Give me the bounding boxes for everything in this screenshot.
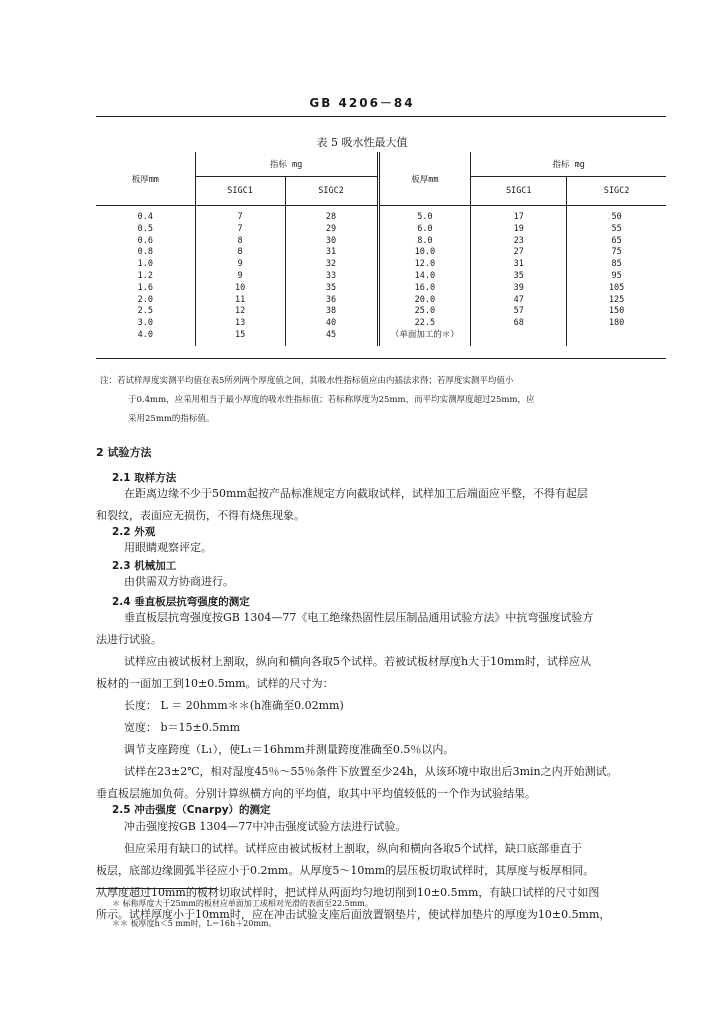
left-thickness-cell: 3.0 [137,318,153,329]
left-sigc1-cell: 7 [195,206,285,224]
section-2-title: 2 试验方法 [96,446,152,459]
right-sigc1-cell: 68 [471,318,567,330]
section-2-3-title: 2.3 机械加工 [112,560,177,572]
left-sigc2-cell: 33 [285,271,378,283]
section-2-5-para-3: 板层，底部边缘圆弧半径应小于0.2mm。从厚度5～10mm的层压板切取试样时，其厚度与板厚相同。 [96,864,595,877]
right-thickness-cell: 20.0 [378,295,471,307]
right-sigc2-cell: 75 [567,247,666,259]
section-2-4-para-4: 板材的一面加工到10±0.5mm。试样的尺寸为： [96,677,334,690]
left-col-sigc1: SIGC1 [195,177,285,206]
right-sigc2-cell: 95 [567,271,666,283]
section-2-5-para-2: 但应采用有缺口的试样。试样应由被试板材上割取，纵向和横向各取5个试样，缺口底部垂直于 [124,842,582,855]
left-sigc2-cell: 36 [285,295,378,307]
right-thickness-cell: 5.0 [378,206,471,224]
left-sigc2-cell: 35 [285,283,378,295]
right-thickness-cell: 12.0 [378,259,471,271]
section-2-5-para-1: 冲击强度按GB 1304—77中冲击强度试验方法进行试验。 [124,820,407,833]
right-sigc2-cell: 105 [567,283,666,295]
section-2-4-para-1: 垂直板层抗弯强度按GB 1304—77《电工绝缘热固性层压制品通用试验方法》中抗弯强度试验方 [124,611,594,624]
right-thickness-cell: 14.0 [378,271,471,283]
right-sigc2-cell: 125 [567,295,666,307]
left-sigc2-cell: 45 [285,330,378,346]
test-conditions-2: 垂直板层施加负荷。分别计算纵横方向的平均值，取其中平均值较低的一个作为试验结果。 [96,787,536,800]
right-thickness-cell: （单面加工的＊） [378,330,471,346]
right-sigc2-cell: 55 [567,224,666,236]
right-sigc1-cell: 23 [471,236,567,248]
section-2-4-title: 2.4 垂直板层抗弯强度的测定 [112,596,250,608]
table-row [96,247,666,259]
left-sigc1-cell: 13 [195,318,285,330]
right-thickness-header: 板厚mm [378,152,471,206]
right-col-sigc2: SIGC2 [567,177,666,206]
right-sigc1-cell: 57 [471,306,567,318]
section-2-2-para: 用眼睛观察评定。 [124,541,212,554]
right-thickness-cell: 10.0 [378,247,471,259]
left-thickness-cell: 0.5 [137,223,153,234]
standard-header: GB 4206－84 [309,96,415,110]
footnote-2: ＊＊ 板厚度h＜5 mm时，L＝16h＋20mm。 [112,919,277,928]
right-thickness-cell: 6.0 [378,224,471,236]
left-index-header: 指标 mg [195,152,378,177]
left-sigc1-cell: 15 [195,330,285,346]
section-2-2-title: 2.2 外观 [112,526,156,538]
footnote-1: ＊ 标称厚度大于25mm的板材应单面加工成相对光滑的表面至22.5mm。 [112,899,373,908]
right-sigc2-cell: 180 [567,318,666,330]
table-row [96,259,666,271]
specimen-length: 长度： L ＝ 20hmm＊＊(h准确至0.02mm) [124,699,344,712]
water-absorption-table [96,152,666,346]
table-row [96,330,666,346]
left-sigc2-cell: 31 [285,247,378,259]
right-sigc1-cell: 17 [471,206,567,224]
left-sigc2-cell: 40 [285,318,378,330]
right-sigc2-cell [567,330,666,346]
section-2-5-para-4: 从厚度超过10mm的板材切取试样时，把试样从两面均匀地切削到10±0.5mm，有缺口试样的尺寸如图 [96,886,600,899]
left-sigc1-cell: 8 [195,247,285,259]
footnote-rule [96,888,216,889]
note-line-2: 于0.4mm，应采用相当于最小厚度的吸水性指标值；若标称厚度为25mm，而平均实测厚度超过25mm，应 [128,395,535,405]
right-thickness-cell: 22.5 [378,318,471,330]
right-index-header: 指标 mg [471,152,666,177]
left-thickness-cell: 0.4 [137,212,153,222]
left-thickness-cell: 4.0 [137,329,153,340]
table-note [100,372,680,429]
section-2-1-title: 2.1 取样方法 [112,472,177,484]
right-sigc2-cell: 50 [567,206,666,224]
section-2-3-para: 由供需双方协商进行。 [124,575,234,588]
right-sigc1-cell: 31 [471,259,567,271]
support-span: 调节支座跨度（L₁），使L₁＝16hmm并测量跨度准确至0.5％以内。 [124,743,455,756]
right-sigc1-cell: 19 [471,224,567,236]
left-thickness-cell: 1.0 [137,259,153,270]
section-2-5-title: 2.5 冲击强度（Cnarpy）的测定 [112,804,271,816]
right-sigc1-cell: 35 [471,271,567,283]
left-sigc1-cell: 10 [195,283,285,295]
right-sigc1-cell: 27 [471,247,567,259]
left-thickness-cell: 0.8 [137,247,153,258]
left-sigc2-cell: 28 [285,206,378,224]
left-sigc1-cell: 11 [195,295,285,307]
table-row [96,271,666,283]
test-conditions-1: 试样在23±2℃，相对湿度45％～55％条件下放置至少24h，从该环境中取出后3min之内开始测试。 [124,765,618,778]
table-bottom-rule [96,358,666,359]
left-thickness-header: 板厚mm [96,152,195,206]
table-row [96,283,666,295]
table-row [96,206,666,224]
left-thickness-cell: 0.6 [137,235,153,246]
left-sigc1-cell: 9 [195,259,285,271]
right-sigc1-cell: 47 [471,295,567,307]
section-2-1-para-2: 和裂纹，表面应无损伤，不得有烧焦现象。 [96,509,305,522]
right-thickness-cell: 16.0 [378,283,471,295]
left-thickness-cell: 2.0 [137,294,153,305]
specimen-width: 宽度： b＝15±0.5mm [124,721,241,734]
left-thickness-cell: 1.6 [137,282,153,293]
table-row [96,236,666,248]
right-thickness-cell: 25.0 [378,306,471,318]
left-sigc2-cell: 30 [285,236,378,248]
section-2-4-para-2: 法进行试验。 [96,633,162,646]
section-2-5-para-5: 所示。试样厚度小于10mm时，应在冲击试验支座后面放置钢垫片，使试样加垫片的厚度为10±0.5mm， [96,908,611,921]
left-sigc1-cell: 9 [195,271,285,283]
left-sigc2-cell: 32 [285,259,378,271]
right-thickness-cell: 8.0 [378,236,471,248]
left-sigc2-cell: 38 [285,306,378,318]
table-caption: 表 5 吸水性最大值 [316,136,408,149]
left-thickness-cell: 1.2 [137,270,153,281]
left-thickness-cell: 2.5 [137,306,153,317]
table-row [96,306,666,318]
right-sigc1-cell [471,330,567,346]
table-row [96,224,666,236]
table-row [96,295,666,307]
right-sigc1-cell: 39 [471,283,567,295]
note-line-3: 采用25mm的指标值。 [128,414,215,424]
note-line-1: 注：若试样厚度实测平均值在表5所列两个厚度值之间，其吸水性指标值应由内插法求得；若厚度实测平均值小 [100,376,514,386]
section-2-4-para-3: 试样应由被试板材上割取，纵向和横向各取5个试样。若被试板材厚度h大于10mm时，试样应从 [124,655,591,668]
header-rule [96,116,666,117]
section-2-1-para-1: 在距离边缘不少于50mm起按产品标准规定方向截取试样，试样加工后端面应平整，不得有起层 [124,487,588,500]
left-sigc1-cell: 12 [195,306,285,318]
right-col-sigc1: SIGC1 [471,177,567,206]
right-sigc2-cell: 150 [567,306,666,318]
right-sigc2-cell: 65 [567,236,666,248]
left-sigc2-cell: 29 [285,224,378,236]
right-sigc2-cell: 85 [567,259,666,271]
table-row [96,318,666,330]
left-sigc1-cell: 7 [195,224,285,236]
left-sigc1-cell: 8 [195,236,285,248]
left-col-sigc2: SIGC2 [285,177,378,206]
